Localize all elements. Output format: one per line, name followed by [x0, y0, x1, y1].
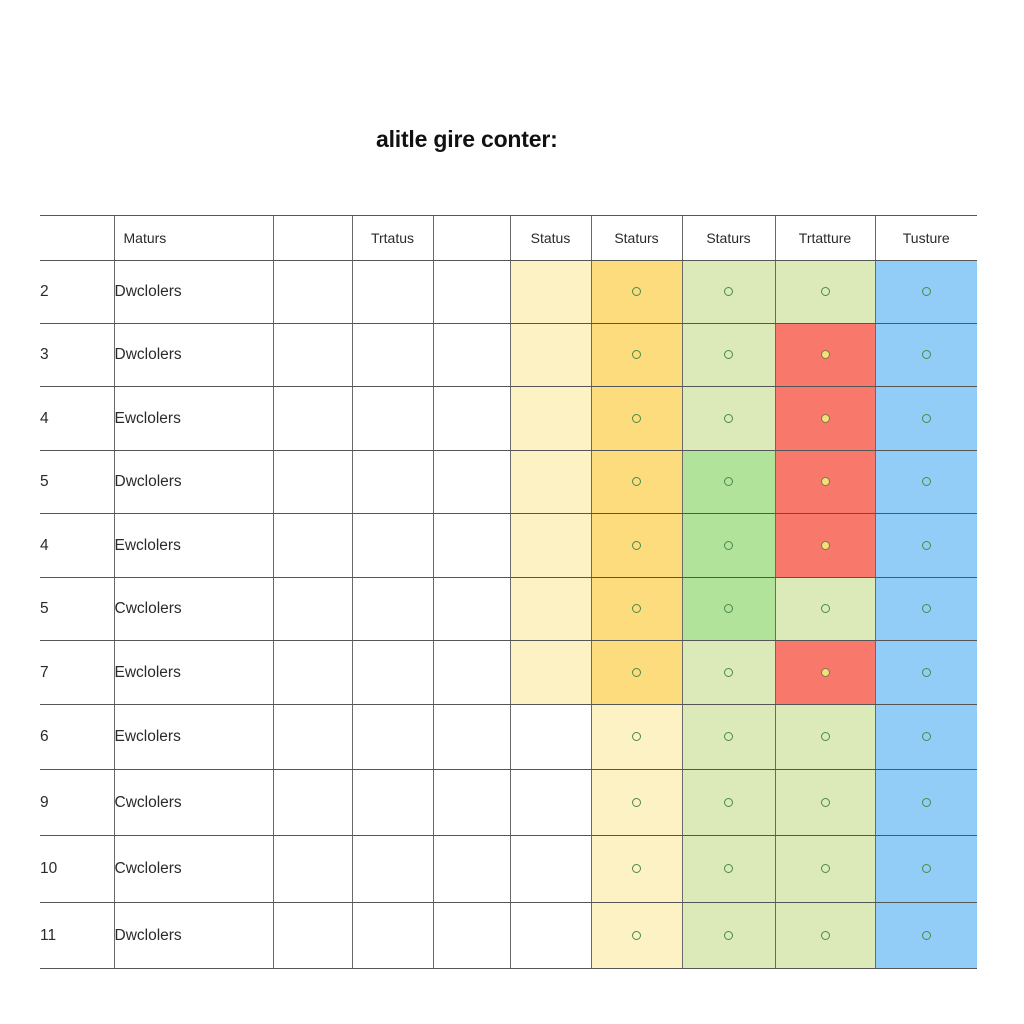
table-row[interactable] [40, 836, 977, 903]
row-number: 5 [40, 578, 114, 641]
status-dot-icon [821, 541, 830, 550]
status-cell[interactable] [682, 578, 775, 641]
row-name: Dwclolers [114, 261, 273, 324]
status-cell[interactable] [682, 261, 775, 324]
status-dot-icon [821, 864, 830, 873]
status-cell[interactable] [875, 387, 977, 451]
status-dot-icon [632, 541, 641, 550]
status-cell[interactable] [682, 705, 775, 770]
status-dot-icon [922, 541, 931, 550]
row-number: 5 [40, 451, 114, 514]
empty-cell[interactable] [433, 903, 510, 969]
status-dot-icon [724, 287, 733, 296]
status-dot-icon [922, 604, 931, 613]
table-row[interactable] [40, 705, 977, 770]
status-cell[interactable] [775, 903, 875, 969]
empty-cell[interactable] [352, 641, 433, 705]
status-cell[interactable] [775, 261, 875, 324]
status-cell[interactable] [875, 836, 977, 903]
status-cell[interactable] [875, 261, 977, 324]
row-number: 7 [40, 641, 114, 705]
column-header-maturs[interactable]: Maturs [114, 216, 273, 261]
row-number: 4 [40, 387, 114, 451]
status-cell[interactable] [591, 387, 682, 451]
status-cell[interactable] [510, 641, 591, 705]
status-dot-icon [724, 668, 733, 677]
empty-cell[interactable] [433, 578, 510, 641]
status-table [40, 215, 977, 969]
empty-cell[interactable] [273, 514, 352, 578]
table-body [40, 261, 977, 969]
status-dot-icon [922, 477, 931, 486]
column-header-status[interactable]: Status [510, 216, 591, 261]
page-title: alitle gire conter: [376, 126, 558, 152]
status-cell[interactable] [775, 705, 875, 770]
table-row[interactable] [40, 324, 977, 387]
status-cell[interactable] [510, 451, 591, 514]
row-number: 3 [40, 324, 114, 387]
status-cell[interactable] [682, 324, 775, 387]
empty-cell[interactable] [273, 641, 352, 705]
status-dot-icon [632, 287, 641, 296]
status-cell[interactable] [591, 903, 682, 969]
status-cell[interactable] [775, 451, 875, 514]
column-header-blank-2[interactable] [433, 216, 510, 261]
empty-cell[interactable] [352, 324, 433, 387]
status-cell[interactable] [775, 641, 875, 705]
row-number: 10 [40, 836, 114, 903]
status-cell[interactable] [510, 903, 591, 969]
row-name: Ewclolers [114, 387, 273, 451]
status-cell[interactable] [510, 836, 591, 903]
column-header-blank-1[interactable] [273, 216, 352, 261]
table-row[interactable] [40, 770, 977, 836]
status-dot-icon [724, 541, 733, 550]
status-dot-icon [632, 732, 641, 741]
empty-cell[interactable] [273, 451, 352, 514]
status-dot-icon [724, 732, 733, 741]
status-cell[interactable] [591, 261, 682, 324]
status-dot-icon [724, 931, 733, 940]
status-cell[interactable] [875, 903, 977, 969]
status-cell[interactable] [591, 514, 682, 578]
column-header-tusture[interactable]: Tusture [875, 216, 977, 261]
status-cell[interactable] [591, 705, 682, 770]
column-header-staturs-1[interactable]: Staturs [591, 216, 682, 261]
empty-cell[interactable] [273, 903, 352, 969]
row-name: Dwclolers [114, 903, 273, 969]
empty-cell[interactable] [352, 578, 433, 641]
empty-cell[interactable] [352, 903, 433, 969]
row-name: Cwclolers [114, 836, 273, 903]
status-dot-icon [821, 477, 830, 486]
status-dot-icon [632, 414, 641, 423]
status-dot-icon [922, 798, 931, 807]
status-cell[interactable] [875, 324, 977, 387]
status-cell[interactable] [591, 836, 682, 903]
column-header-index[interactable] [40, 216, 114, 261]
status-cell[interactable] [510, 514, 591, 578]
status-cell[interactable] [682, 836, 775, 903]
status-dot-icon [632, 604, 641, 613]
status-cell[interactable] [682, 770, 775, 836]
status-cell[interactable] [875, 705, 977, 770]
empty-cell[interactable] [273, 261, 352, 324]
status-cell[interactable] [875, 451, 977, 514]
status-cell[interactable] [875, 514, 977, 578]
table-row[interactable] [40, 514, 977, 578]
row-number: 2 [40, 261, 114, 324]
column-header-trtatture[interactable]: Trtatture [775, 216, 875, 261]
empty-cell[interactable] [352, 514, 433, 578]
row-name: Dwclolers [114, 451, 273, 514]
row-name: Ewclolers [114, 514, 273, 578]
status-dot-icon [922, 668, 931, 677]
table-row[interactable] [40, 641, 977, 705]
empty-cell[interactable] [433, 261, 510, 324]
status-dot-icon [821, 732, 830, 741]
row-name: Ewclolers [114, 641, 273, 705]
status-cell[interactable] [510, 578, 591, 641]
status-cell[interactable] [682, 903, 775, 969]
status-cell[interactable] [591, 451, 682, 514]
status-cell[interactable] [510, 324, 591, 387]
status-cell[interactable] [591, 641, 682, 705]
row-number: 9 [40, 770, 114, 836]
status-dot-icon [632, 668, 641, 677]
row-number: 6 [40, 705, 114, 770]
empty-cell[interactable] [273, 324, 352, 387]
status-cell[interactable] [682, 514, 775, 578]
row-name: Dwclolers [114, 324, 273, 387]
empty-cell[interactable] [433, 387, 510, 451]
status-dot-icon [724, 604, 733, 613]
status-cell[interactable] [775, 836, 875, 903]
status-cell[interactable] [775, 770, 875, 836]
empty-cell[interactable] [352, 836, 433, 903]
column-header-staturs-2[interactable]: Staturs [682, 216, 775, 261]
empty-cell[interactable] [352, 705, 433, 770]
empty-cell[interactable] [273, 770, 352, 836]
status-dot-icon [821, 798, 830, 807]
status-dot-icon [632, 931, 641, 940]
empty-cell[interactable] [433, 514, 510, 578]
empty-cell[interactable] [352, 387, 433, 451]
status-dot-icon [821, 287, 830, 296]
empty-cell[interactable] [273, 387, 352, 451]
row-name: Cwclolers [114, 770, 273, 836]
status-cell[interactable] [591, 578, 682, 641]
status-dot-icon [821, 668, 830, 677]
table-row[interactable] [40, 261, 977, 324]
status-cell[interactable] [510, 261, 591, 324]
status-dot-icon [632, 350, 641, 359]
empty-cell[interactable] [433, 770, 510, 836]
empty-cell[interactable] [352, 261, 433, 324]
header-row [40, 216, 977, 261]
empty-cell[interactable] [273, 578, 352, 641]
status-dot-icon [724, 350, 733, 359]
status-dot-icon [922, 350, 931, 359]
empty-cell[interactable] [433, 324, 510, 387]
status-cell[interactable] [682, 387, 775, 451]
status-dot-icon [922, 287, 931, 296]
status-dot-icon [922, 864, 931, 873]
status-dot-icon [821, 414, 830, 423]
row-number: 4 [40, 514, 114, 578]
status-dot-icon [724, 864, 733, 873]
status-dot-icon [632, 864, 641, 873]
status-cell[interactable] [510, 387, 591, 451]
status-cell[interactable] [510, 770, 591, 836]
status-dot-icon [922, 414, 931, 423]
row-name: Cwclolers [114, 578, 273, 641]
status-cell[interactable] [682, 451, 775, 514]
status-cell[interactable] [875, 641, 977, 705]
empty-cell[interactable] [352, 770, 433, 836]
row-number: 11 [40, 903, 114, 969]
status-dot-icon [724, 798, 733, 807]
empty-cell[interactable] [273, 836, 352, 903]
status-cell[interactable] [775, 578, 875, 641]
status-dot-icon [821, 931, 830, 940]
status-cell[interactable] [875, 578, 977, 641]
status-dot-icon [632, 798, 641, 807]
table-row[interactable] [40, 451, 977, 514]
empty-cell[interactable] [273, 705, 352, 770]
empty-cell[interactable] [433, 641, 510, 705]
empty-cell[interactable] [433, 836, 510, 903]
table-row[interactable] [40, 903, 977, 969]
column-header-trtatus[interactable]: Trtatus [352, 216, 433, 261]
status-dot-icon [632, 477, 641, 486]
empty-cell[interactable] [352, 451, 433, 514]
status-dot-icon [821, 604, 830, 613]
status-cell[interactable] [510, 705, 591, 770]
status-cell[interactable] [591, 324, 682, 387]
status-cell[interactable] [775, 387, 875, 451]
status-dot-icon [724, 477, 733, 486]
status-cell[interactable] [775, 514, 875, 578]
status-cell[interactable] [875, 770, 977, 836]
row-name: Ewclolers [114, 705, 273, 770]
table-row[interactable] [40, 578, 977, 641]
table-row[interactable] [40, 387, 977, 451]
empty-cell[interactable] [433, 705, 510, 770]
status-dot-icon [922, 732, 931, 741]
status-cell[interactable] [591, 770, 682, 836]
status-cell[interactable] [775, 324, 875, 387]
status-dot-icon [922, 931, 931, 940]
empty-cell[interactable] [433, 451, 510, 514]
status-dot-icon [821, 350, 830, 359]
status-dot-icon [724, 414, 733, 423]
status-cell[interactable] [682, 641, 775, 705]
